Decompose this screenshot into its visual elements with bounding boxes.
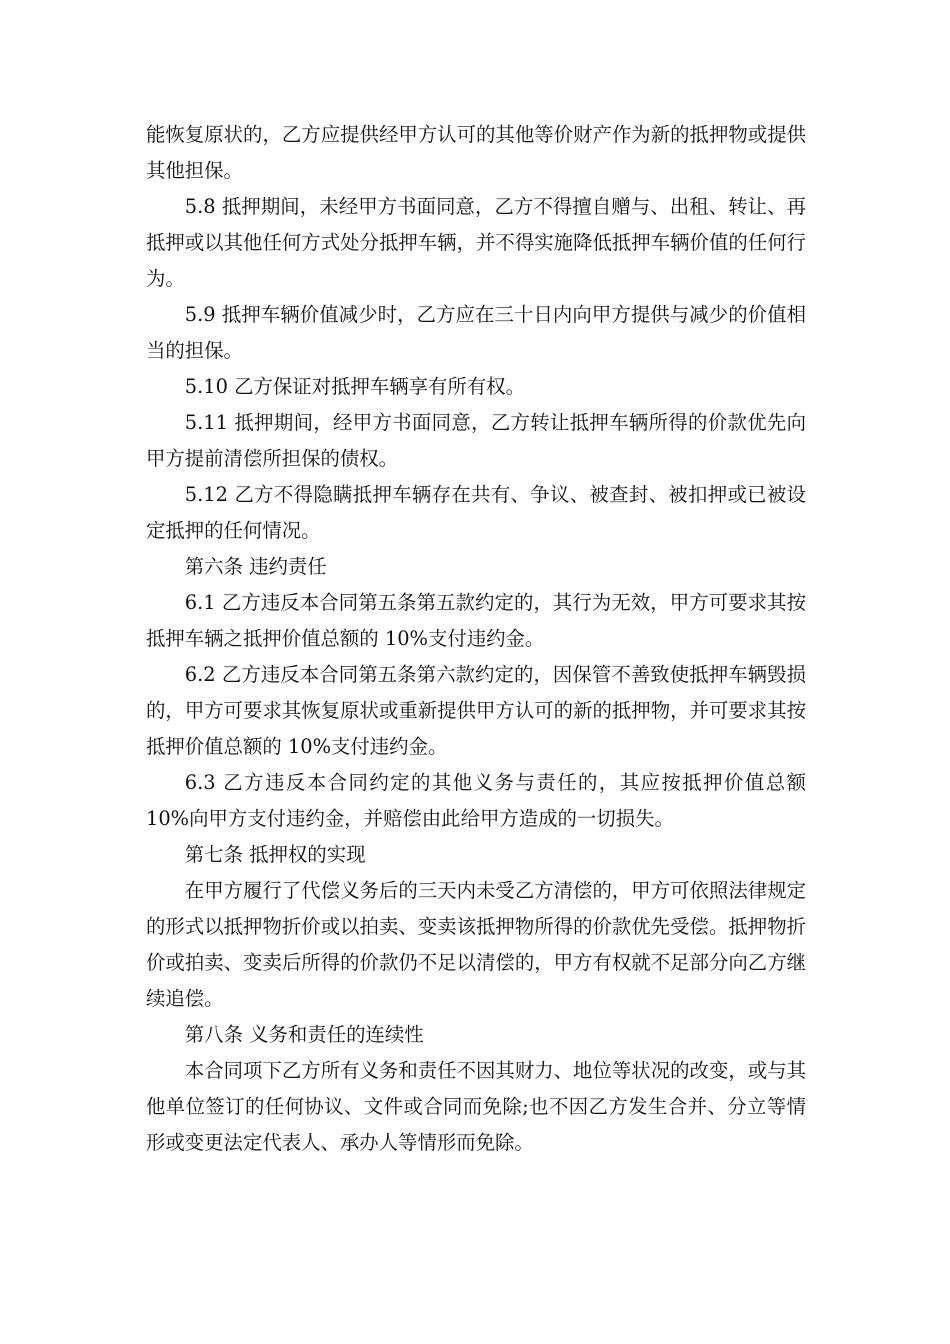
article-8-heading: 第八条 义务和责任的连续性 xyxy=(184,1023,424,1046)
article-8-body: 本合同项下乙方所有义务和责任不因其财力、地位等状况的改变，或与其他单位签订的任何协议、文件或合同而免除;也不因乙方发生合并、分立等情形或变更法定代表人、承办人等情形而免除。 xyxy=(146,1059,806,1154)
article-6-heading: 第六条 违约责任 xyxy=(184,555,327,578)
clause-6-3: 6.3 乙方违反本合同约定的其他义务与责任的，其应按抵押价值总额 10%向甲方支付违约金，并赔偿由此给甲方造成的一切损失。 xyxy=(146,771,806,830)
clause-5-12: 5.12 乙方不得隐瞒抵押车辆存在共有、争议、被查封、被扣押或已被设定抵押的任何情况。 xyxy=(146,483,806,542)
clause-5-10: 5.10 乙方保证对抵押车辆享有所有权。 xyxy=(184,375,525,398)
clause-5-8: 5.8 抵押期间，未经甲方书面同意，乙方不得擅自赠与、出租、转让、再抵押或以其他任何方式处分抵押车辆，并不得实施降低抵押车辆价值的任何行为。 xyxy=(146,195,806,290)
article-7-heading: 第七条 抵押权的实现 xyxy=(184,843,366,866)
article-7-body: 在甲方履行了代偿义务后的三天内未受乙方清偿的，甲方可依照法律规定的形式以抵押物折价或以拍卖、变卖该抵押物所得的价款优先受偿。抵押物折价或拍卖、变卖后所得的价款仍不足以清偿的，甲方有权就不足部分向乙方继续追偿。 xyxy=(146,879,806,1010)
clause-5-9: 5.9 抵押车辆价值减少时，乙方应在三十日内向甲方提供与减少的价值相当的担保。 xyxy=(146,303,806,362)
document-body xyxy=(146,117,806,1161)
clause-6-2: 6.2 乙方违反本合同第五条第六款约定的，因保管不善致使抵押车辆毁损的，甲方可要求其恢复原状或重新提供甲方认可的新的抵押物，并可要求其按抵押价值总额的 10%支付违约金。 xyxy=(146,663,806,758)
paragraph-continuation: 能恢复原状的，乙方应提供经甲方认可的其他等价财产作为新的抵押物或提供其他担保。 xyxy=(146,123,806,182)
clause-6-1: 6.1 乙方违反本合同第五条第五款约定的，其行为无效，甲方可要求其按抵押车辆之抵押价值总额的 10%支付违约金。 xyxy=(146,591,806,650)
clause-5-11: 5.11 抵押期间，经甲方书面同意，乙方转让抵押车辆所得的价款优先向甲方提前清偿所担保的债权。 xyxy=(146,411,806,470)
